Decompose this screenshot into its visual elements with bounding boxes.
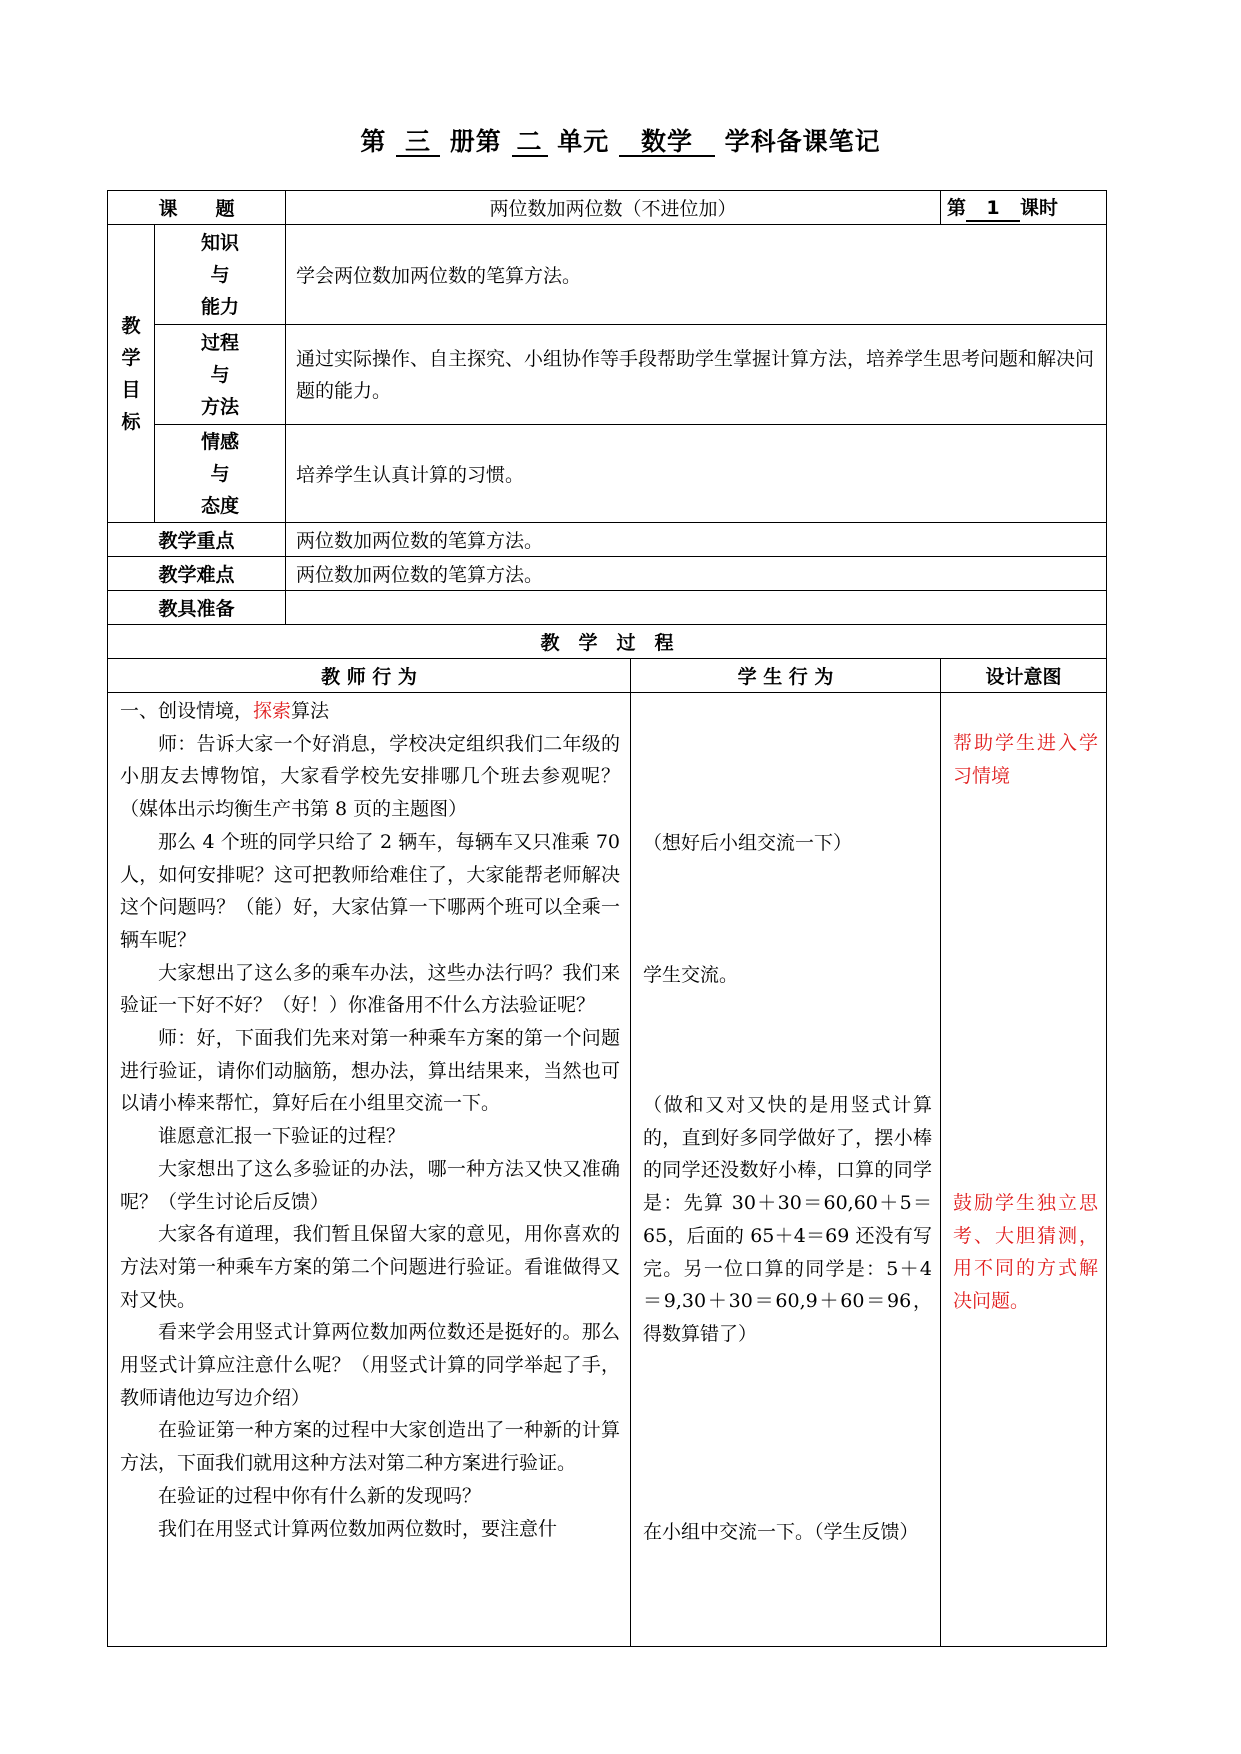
side-char: 学	[121, 346, 141, 369]
teacher-paragraph: 大家想出了这么多验证的办法，哪一种方法又快又准确呢？（学生讨论后反馈）	[120, 1157, 621, 1213]
lesson-prefix: 第	[947, 197, 967, 219]
teacher-paragraph: 大家想出了这么多的乘车办法，这些办法行吗？我们来验证一下好不好？（好！）你准备用不什么方法验证呢？	[120, 961, 621, 1017]
intent-note: 帮助学生进入学习情境	[953, 732, 1099, 787]
book-number: 三	[396, 129, 440, 157]
key-point-row	[108, 523, 1107, 557]
teacher-column	[108, 693, 631, 1647]
side-char: 目	[121, 378, 141, 401]
objective-row-knowledge	[108, 225, 1107, 325]
objective-label-knowledge	[155, 225, 286, 325]
teacher-paragraph: 在验证第一种方案的过程中大家创造出了一种新的计算方法，下面我们就用这种方法对第二种方案进行验证。	[120, 1419, 621, 1475]
label-line: 方法	[201, 395, 240, 418]
objectives-side-label	[108, 225, 155, 523]
tools-row	[108, 591, 1107, 625]
objective-row-attitude	[108, 425, 1107, 523]
heading-text: 算法	[291, 700, 330, 722]
title-part3: 单元	[557, 127, 610, 156]
label-line: 与	[210, 462, 230, 485]
section-heading	[120, 695, 620, 728]
teacher-paragraph: 大家各有道理，我们暂且保留大家的意见，用你喜欢的方法对第一种乘车方案的第二个问题进行验证。看谁做得又对又快。	[120, 1223, 621, 1311]
title-part1: 第	[360, 127, 387, 156]
objective-label-attitude	[155, 425, 286, 523]
label-line: 态度	[201, 494, 240, 517]
lesson-number-cell	[941, 191, 1107, 225]
heading-text: 一、创设情境，	[120, 700, 254, 722]
teacher-paragraph: 师：告诉大家一个好消息，学校决定组织我们二年级的小朋友去博物馆，大家看学校先安排哪几个班去参观呢？（媒体出示均衡生产书第 8 页的主题图）	[120, 732, 621, 821]
label-line: 知识	[201, 231, 240, 254]
teacher-column-header: 教 师 行 为	[108, 659, 631, 693]
intent-column	[941, 693, 1107, 1647]
student-column-header: 学 生 行 为	[631, 659, 941, 693]
label-line: 情感	[201, 430, 240, 453]
title-part4: 学科备课笔记	[724, 127, 881, 156]
student-note: 在小组中交流一下。（学生反馈）	[643, 1521, 919, 1543]
heading-highlight: 探索	[253, 700, 292, 722]
tools-label: 教具准备	[108, 591, 286, 625]
label-line: 与	[210, 263, 230, 286]
subject-name: 数学	[619, 129, 715, 157]
objective-text-attitude: 培养学生认真计算的习惯。	[286, 425, 1107, 523]
objective-label-process	[155, 325, 286, 425]
process-header-row	[108, 659, 1107, 693]
label-line: 过程	[201, 331, 240, 354]
difficulty-row	[108, 557, 1107, 591]
unit-number: 二	[512, 129, 548, 157]
student-column	[631, 693, 941, 1647]
label-line: 与	[210, 363, 230, 386]
teacher-paragraph: 我们在用竖式计算两位数加两位数时，要注意什	[158, 1517, 558, 1540]
objective-text-knowledge: 学会两位数加两位数的笔算方法。	[286, 225, 1107, 325]
key-point-label: 教学重点	[108, 523, 286, 557]
student-note: （做和又对又快的是用竖式计算的，直到好多同学做好了，摆小棒的同学还没数好小棒，口算的同学是：先算 30＋30＝60,60＋5＝65，后面的 65＋4＝69 还没有写完。另一位口算的同学是：5＋4＝9,30＋30＝60,9＋60＝96，得数算错了）	[643, 1094, 933, 1345]
side-char: 教	[121, 314, 141, 337]
process-title: 教 学 过 程	[108, 625, 1107, 659]
title-part2: 册第	[449, 127, 502, 156]
lesson-suffix: 课时	[1020, 197, 1059, 219]
teacher-paragraph: 看来学会用竖式计算两位数加两位数还是挺好的。那么用竖式计算应注意什么呢？（用竖式计算的同学举起了手，教师请他边写边介绍）	[120, 1321, 621, 1409]
process-title-row	[108, 625, 1107, 659]
teacher-paragraph: 那么 4 个班的同学只给了 2 辆车，每辆车又只准乘 70 人，如何安排呢？这可把教师给难住了，大家能帮老师解决这个问题吗？（能）好，大家估算一下哪两个班可以全乘一辆车呢？	[120, 830, 621, 951]
lesson-number: 1	[966, 196, 1020, 222]
difficulty-text: 两位数加两位数的笔算方法。	[286, 557, 1107, 591]
topic-label: 课 题	[108, 191, 286, 225]
teacher-paragraph: 谁愿意汇报一下验证的过程？	[158, 1125, 406, 1148]
intent-column-header: 设计意图	[941, 659, 1107, 693]
key-point-text: 两位数加两位数的笔算方法。	[286, 523, 1107, 557]
student-note: 学生交流。	[643, 964, 739, 986]
process-body-row	[108, 693, 1107, 1647]
teacher-paragraph: 在验证的过程中你有什么新的发现吗？	[158, 1484, 482, 1507]
lesson-plan-table	[107, 190, 1107, 1647]
topic-row	[108, 191, 1107, 225]
teacher-paragraph: 师：好，下面我们先来对第一种乘车方案的第一个问题进行验证，请你们动脑筋，想办法，算出结果来，当然也可以请小棒来帮忙，算好后在小组里交流一下。	[120, 1027, 621, 1115]
page-title	[0, 122, 1241, 158]
topic-text: 两位数加两位数（不进位加）	[286, 191, 941, 225]
tools-text	[286, 591, 1107, 625]
side-char: 标	[121, 410, 141, 433]
student-note: （想好后小组交流一下）	[643, 832, 853, 854]
objective-row-process	[108, 325, 1107, 425]
difficulty-label: 教学难点	[108, 557, 286, 591]
intent-note: 鼓励学生独立思考、大胆猜测，用不同的方式解决问题。	[953, 1192, 1099, 1313]
objective-text-process: 通过实际操作、自主探究、小组协作等手段帮助学生掌握计算方法，培养学生思考问题和解决问题的能力。	[286, 325, 1107, 425]
label-line: 能力	[201, 295, 240, 318]
